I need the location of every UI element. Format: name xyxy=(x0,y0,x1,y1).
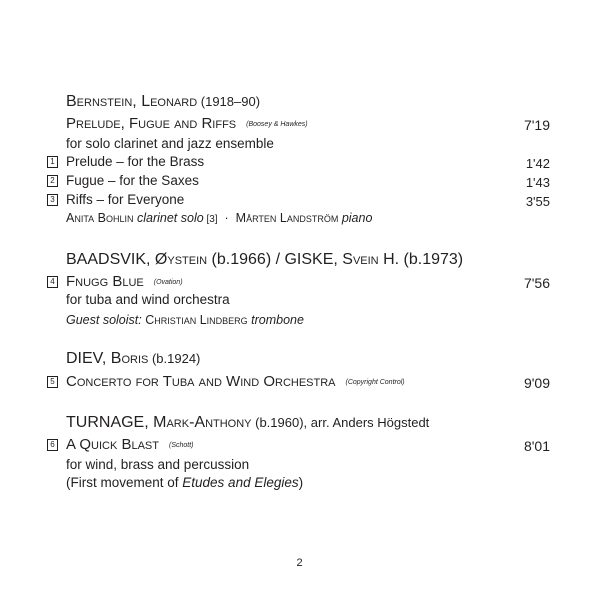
work-title-tuba-concerto xyxy=(66,373,405,390)
track-number-box: 3 xyxy=(47,194,58,206)
performer-name: Mårten Landström xyxy=(235,211,339,225)
work-title-a-quick-blast xyxy=(66,436,194,453)
composer-surname: DIEV, xyxy=(66,350,111,367)
composer-heading-diev xyxy=(66,350,200,368)
track-number-box: 1 xyxy=(47,156,58,168)
source-prefix: (First movement of xyxy=(66,475,183,490)
work-duration: 9'09 xyxy=(523,375,550,391)
performer-track-note: [3] xyxy=(203,214,218,225)
composer-surname: TURNAGE, xyxy=(66,414,154,431)
composer-dates: (1918–90) xyxy=(197,94,261,109)
work-duration: 7'19 xyxy=(523,117,550,133)
publisher-note: (Copyright Control) xyxy=(345,379,405,386)
work-title-prelude-fugue-riffs xyxy=(66,115,308,132)
track-duration: 1'42 xyxy=(525,156,550,171)
work-title-fnugg-blue xyxy=(66,273,183,290)
work-title-text: Concerto for Tuba and Wind Orchestra xyxy=(66,373,336,390)
guest-soloist-line xyxy=(66,313,304,327)
work-description: for tuba and wind orchestra xyxy=(66,292,230,307)
work-duration: 7'56 xyxy=(523,275,550,291)
guest-label: Guest soloist: xyxy=(66,313,146,327)
publisher-note: (Ovation) xyxy=(153,279,183,286)
composer-surname: BAADSVIK, xyxy=(66,251,155,268)
composer-dates: (b.1960), xyxy=(251,415,311,430)
publisher-note: (Schott) xyxy=(168,442,194,449)
work-description: for solo clarinet and jazz ensemble xyxy=(66,136,274,151)
composer-given-name: Mark-Anthony xyxy=(153,414,252,431)
work-title-text: A Quick Blast xyxy=(66,436,159,453)
composer-heading-bernstein xyxy=(66,93,260,111)
performer-name: Christian Lindberg xyxy=(145,313,248,327)
arranger-credit: arr. Anders Högstedt xyxy=(310,415,430,430)
composer-given-name: Øystein xyxy=(154,251,208,268)
track-number-box: 2 xyxy=(47,175,58,187)
publisher-note: (Boosey & Hawkes) xyxy=(246,121,308,128)
composer-dates: (b.1973) xyxy=(399,251,464,268)
work-title-text: Fnugg Blue xyxy=(66,273,144,290)
work-title-text: Prelude, Fugue and Riffs xyxy=(66,115,237,132)
performer-role: clarinet solo xyxy=(133,211,204,225)
track-number-box: 6 xyxy=(47,439,58,451)
composer-heading-turnage xyxy=(66,414,429,432)
composer-surname: Bernstein, xyxy=(66,93,142,110)
track-number-box: 4 xyxy=(47,276,58,288)
page-number: 2 xyxy=(296,557,303,569)
work-description: for wind, brass and percussion xyxy=(66,457,250,472)
performer-role: trombone xyxy=(247,313,304,327)
track-title: Prelude – for the Brass xyxy=(66,154,205,169)
composer-given-name: Svein H. xyxy=(342,251,400,268)
performer-name: Anita Bohlin xyxy=(66,211,134,225)
track-duration: 1'43 xyxy=(525,175,550,190)
composer-dates: (b.1966) / GISKE, xyxy=(207,251,343,268)
composer-dates: (b.1924) xyxy=(148,351,201,366)
composer-given-name: Boris xyxy=(110,350,149,367)
work-duration: 8'01 xyxy=(523,438,550,454)
track-title: Fugue – for the Saxes xyxy=(66,173,199,188)
source-work-title: Etudes and Elegies xyxy=(182,475,299,490)
source-suffix: ) xyxy=(298,475,304,490)
track-number-box: 5 xyxy=(47,376,58,388)
work-description-source xyxy=(66,475,303,490)
performers-line xyxy=(66,211,372,225)
track-duration: 3'55 xyxy=(525,194,550,209)
separator-dot: · xyxy=(217,211,236,225)
track-title: Riffs – for Everyone xyxy=(66,192,185,207)
composer-given-name: Leonard xyxy=(141,93,198,110)
composer-heading-baadsvik-giske xyxy=(66,251,463,269)
performer-role: piano xyxy=(338,211,373,225)
